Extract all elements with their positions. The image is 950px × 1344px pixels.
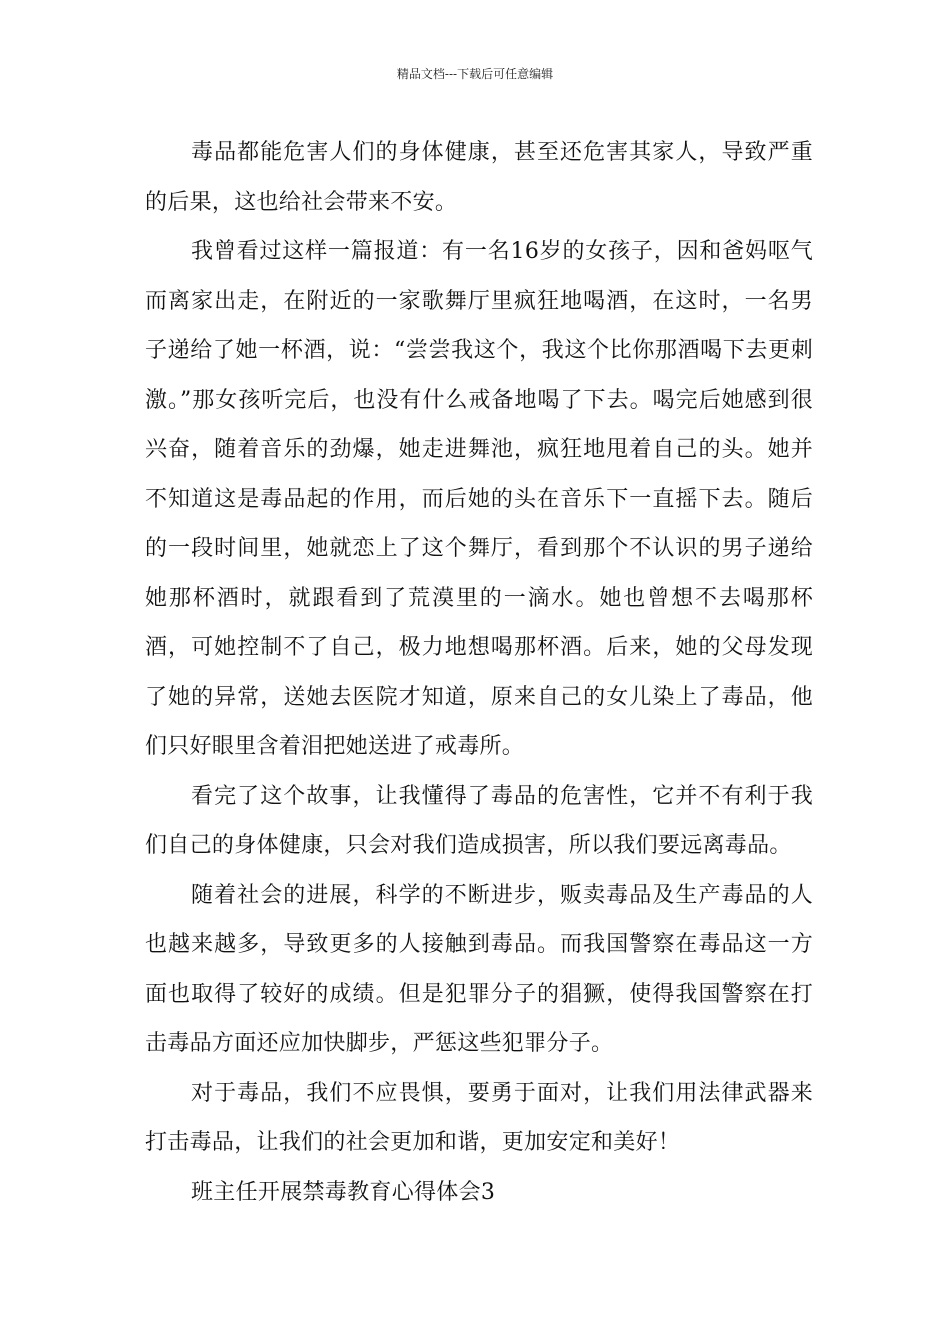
- paragraph-1: 毒品都能危害人们的身体健康，甚至还危害其家人，导致严重的后果，这也给社会带来不安。: [145, 140, 813, 215]
- paragraph-3: 看完了这个故事，让我懂得了毒品的危害性，它并不有利于我们自己的身体健康，只会对我们造成损害，所以我们要远离毒品。: [145, 783, 813, 858]
- section-heading: 班主任开展禁毒教育心得体会3: [191, 1179, 496, 1205]
- page-header: 精品文档---下载后可任意编辑: [396, 67, 554, 81]
- paragraph-5: 对于毒品，我们不应畏惧，要勇于面对，让我们用法律武器来打击毒品，让我们的社会更加和谐，更加安定和美好！: [145, 1080, 813, 1155]
- paragraph-2: 我曾看过这样一篇报道：有一名16岁的女孩子，因和爸妈呕气而离家出走，在附近的一家歌舞厅里疯狂地喝酒，在这时，一名男子递给了她一杯酒，说：“尝尝我这个，我这个比你那酒喝下去更刺激。”那女孩听完后，也没有什么戒备地喝了下去。喝完后她感到很兴奋，随着音乐的劲爆，她走进舞池，疯狂地甩着自己的头。她并不知道这是毒品起的作用，而后她的头在音乐下一直摇下去。随后的一段时间里，她就恋上了这个舞厅，看到那个不认识的男子递给她那杯酒时，就跟看到了荒漠里的一滴水。她也曾想不去喝那杯酒，可她控制不了自己，极力地想喝那杯酒。后来，她的父母发现了她的异常，送她去医院才知道，原来自己的女儿染上了毒品，他们只好眼里含着泪把她送进了戒毒所。: [145, 239, 813, 759]
- paragraph-4: 随着社会的进展，科学的不断进步，贩卖毒品及生产毒品的人也越来越多，导致更多的人接触到毒品。而我国警察在毒品这一方面也取得了较好的成绩。但是犯罪分子的猖獗，使得我国警察在打击毒品方面还应加快脚步，严惩这些犯罪分子。: [145, 882, 813, 1056]
- document-body: [145, 128, 813, 1217]
